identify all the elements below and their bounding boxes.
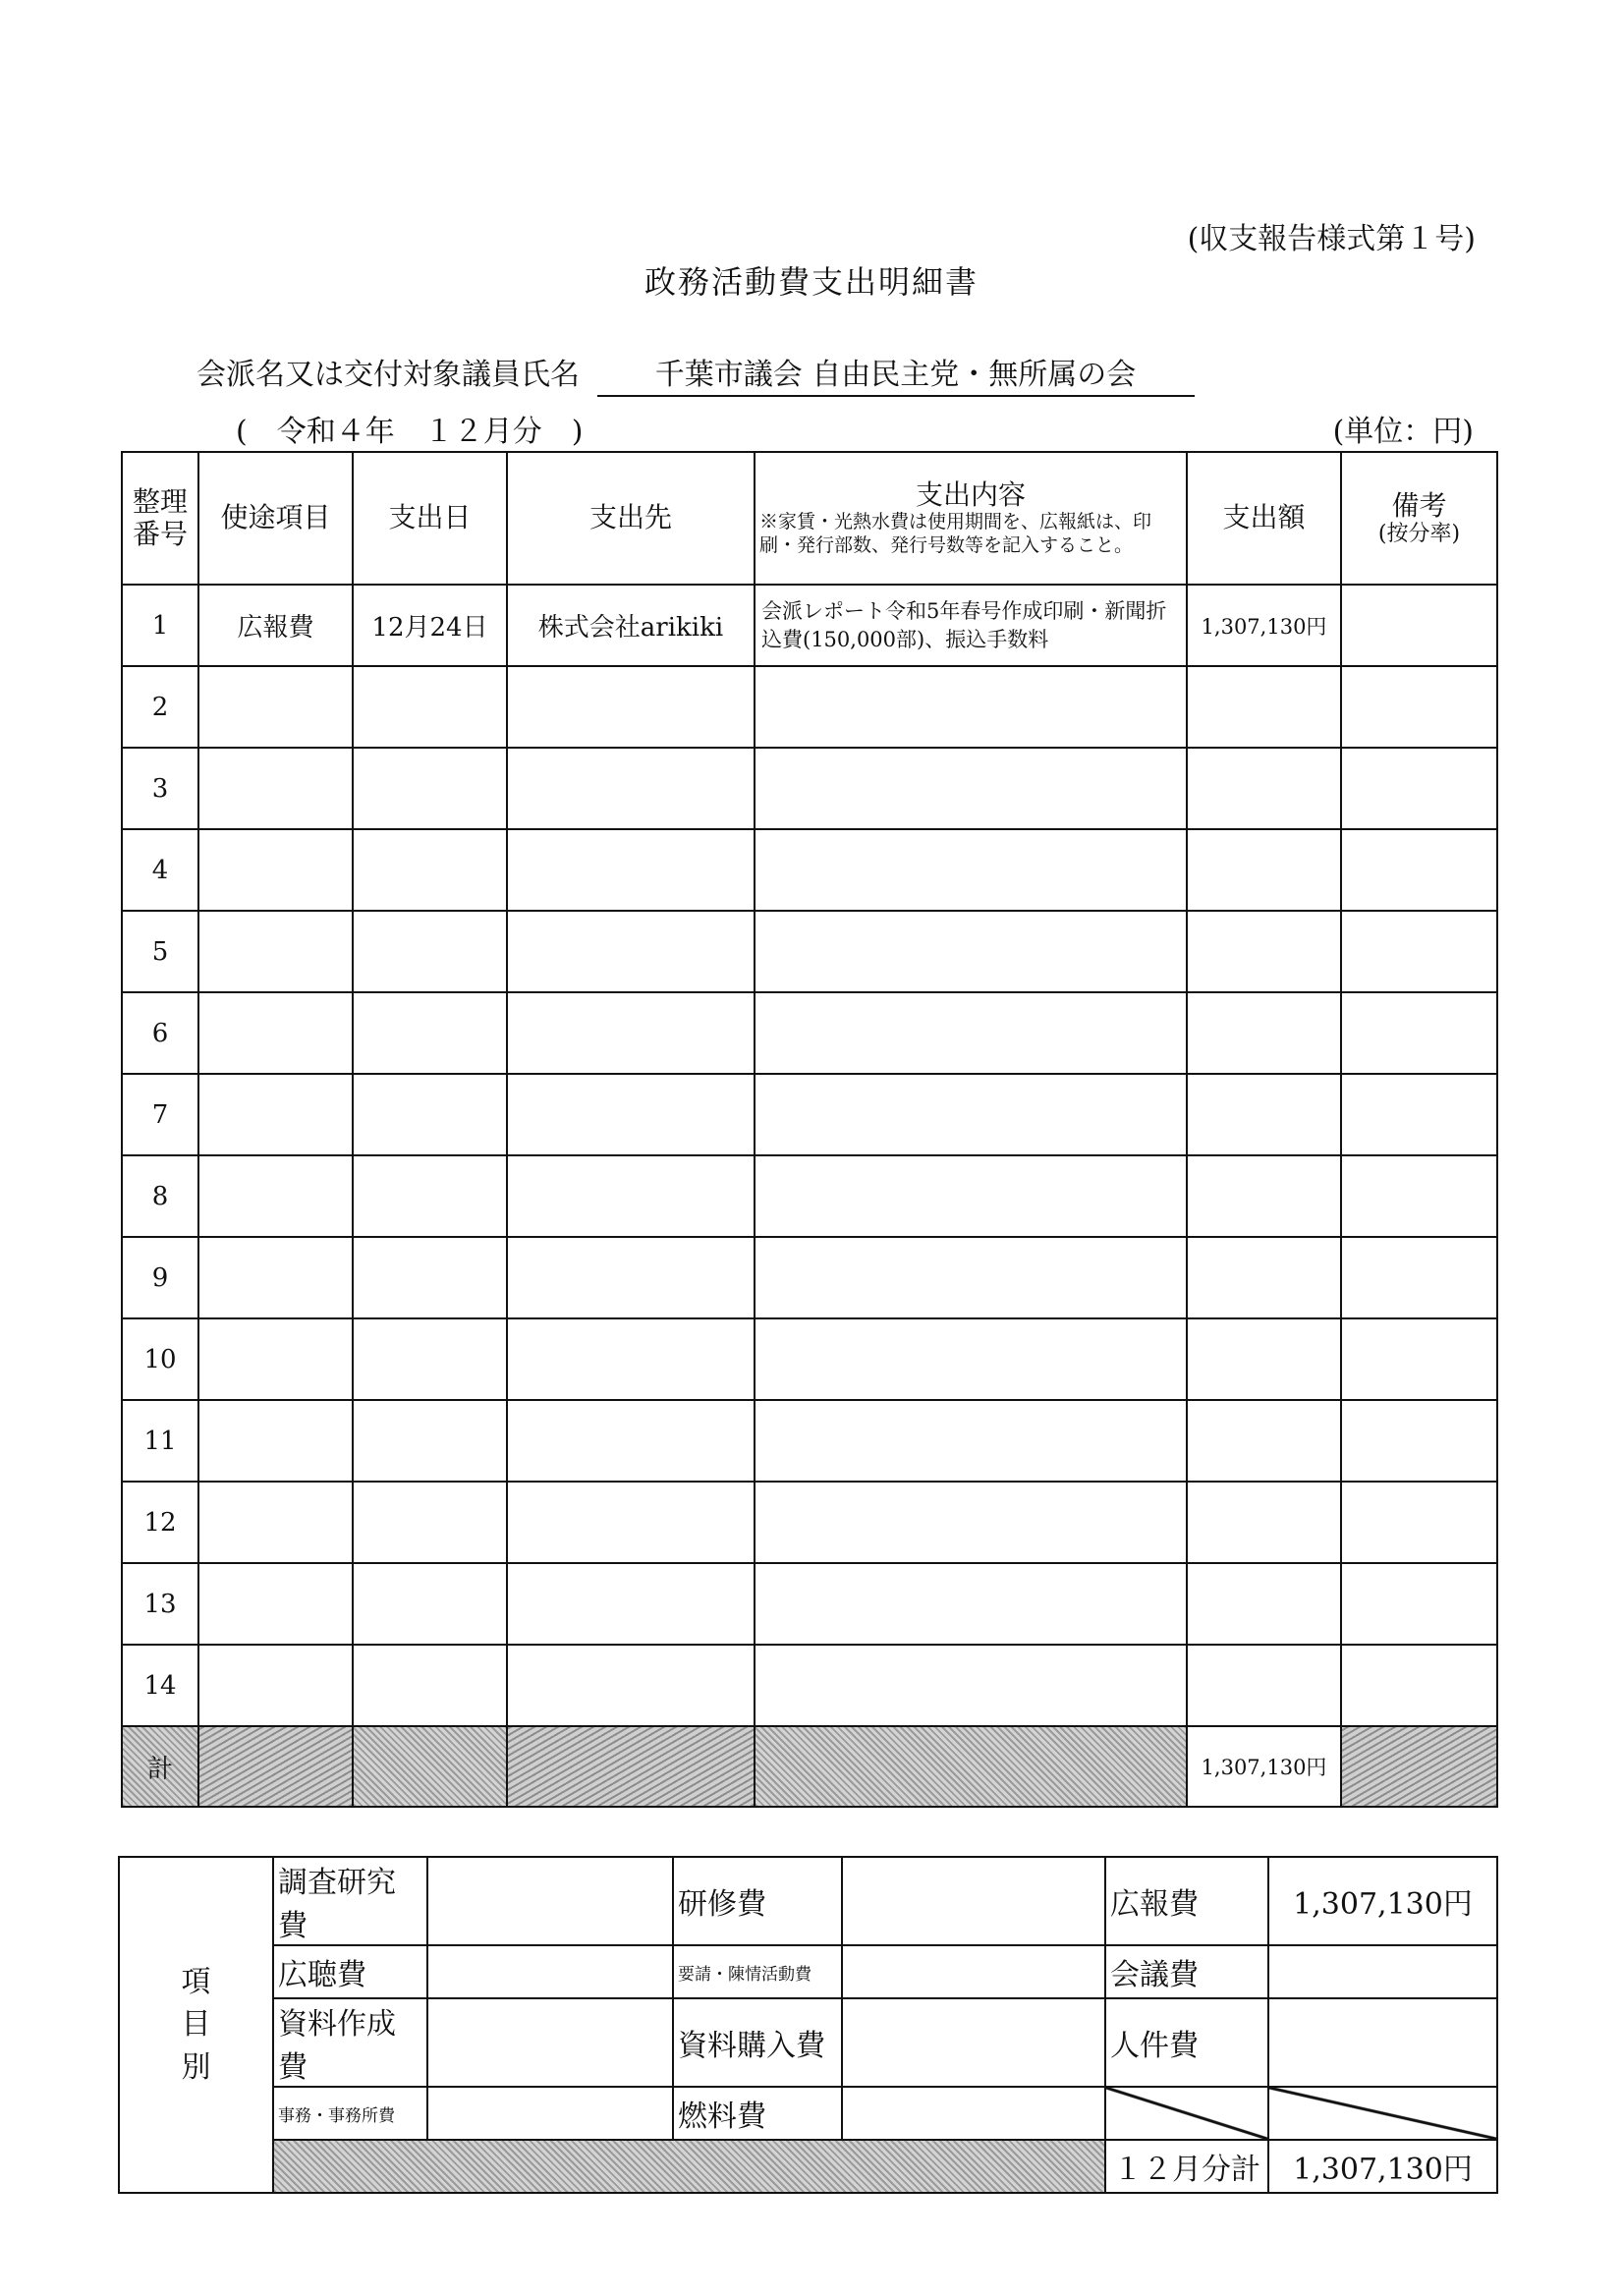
cell-category: 広報費 [198,585,353,666]
fuel-label: 燃料費 [673,2087,842,2140]
publicity-value: 1,307,130円 [1268,1857,1497,1945]
total-shaded-cell [198,1726,353,1807]
cell-date [353,1563,507,1645]
table-row [122,1563,1497,1645]
cell-date [353,1318,507,1400]
cell-category [198,1563,353,1645]
cell-payee [507,1318,755,1400]
cell-payee [507,1563,755,1645]
total-amount: 1,307,130円 [1187,1726,1341,1807]
hearing-value [427,1945,673,1998]
party-name: 千葉市議会 自由民主党・無所属の会 [597,350,1195,397]
cell-content [755,1155,1187,1237]
cell-no: 3 [122,748,198,829]
cell-content [755,1318,1187,1400]
cell-payee: 株式会社arikiki [507,585,755,666]
cell-payee [507,911,755,992]
cell-category [198,1318,353,1400]
cell-amount [1187,911,1341,992]
meeting-value [1268,1945,1497,1998]
table-row [122,829,1497,911]
header-remarks [1341,452,1497,585]
total-label: 計 [122,1726,198,1807]
cell-category [198,829,353,911]
cell-date [353,1155,507,1237]
cell-remarks [1341,911,1497,992]
cell-category [198,911,353,992]
total-shaded-cell [1341,1726,1497,1807]
hearing-label: 広聴費 [273,1945,427,1998]
cell-date [353,992,507,1074]
summary-table [118,1856,1498,2194]
cell-category [198,1237,353,1318]
table-row [122,1074,1497,1155]
training-label: 研修費 [673,1857,842,1945]
cell-payee [507,1074,755,1155]
cell-payee [507,748,755,829]
diagonal-cell [1105,2087,1268,2140]
office-label: 事務・事務所費 [273,2087,427,2140]
cell-no: 11 [122,1400,198,1482]
cell-content [755,829,1187,911]
table-row [122,992,1497,1074]
cell-no: 2 [122,666,198,748]
table-row [122,1318,1497,1400]
table-row [122,585,1497,666]
cell-no: 13 [122,1563,198,1645]
cell-remarks [1341,992,1497,1074]
cell-amount [1187,1074,1341,1155]
party-label: 会派名又は交付対象議員氏名 [196,358,580,392]
cell-content [755,992,1187,1074]
cell-remarks [1341,1563,1497,1645]
research-value [427,1857,673,1945]
cell-remarks [1341,748,1497,829]
table-row [122,1400,1497,1482]
header-content-title: 支出内容 [915,477,1026,511]
cell-payee [507,1645,755,1726]
total-shaded-cell [507,1726,755,1807]
cell-category [198,1155,353,1237]
header-payee: 支出先 [507,452,755,585]
expense-table [121,451,1498,1808]
cell-amount [1187,1318,1341,1400]
personnel-label: 人件費 [1105,1998,1268,2087]
cell-no: 10 [122,1318,198,1400]
cell-date: 12月24日 [353,585,507,666]
period: ( 令和４年 １２月分 ) [236,415,584,449]
party-row [196,350,1195,397]
table-row [122,1645,1497,1726]
cell-content [755,748,1187,829]
page-title: 政務活動費支出明細書 [644,263,979,301]
form-number: (収支報告様式第１号) [1187,222,1476,256]
header-content [755,452,1187,585]
table-row [122,1155,1497,1237]
header-remarks-sub: (按分率) [1377,521,1461,546]
cell-amount [1187,992,1341,1074]
cell-category [198,1645,353,1726]
cell-payee [507,1400,755,1482]
cell-remarks [1341,1074,1497,1155]
cell-payee [507,1237,755,1318]
cell-date [353,1482,507,1563]
cell-no: 14 [122,1645,198,1726]
table-row [122,911,1497,992]
cell-remarks [1341,1237,1497,1318]
cell-category [198,1074,353,1155]
cell-date [353,666,507,748]
cell-remarks [1341,1400,1497,1482]
cell-no: 1 [122,585,198,666]
cell-date [353,1074,507,1155]
cell-remarks [1341,585,1497,666]
cell-category [198,1482,353,1563]
total-row [122,1726,1497,1807]
cell-category [198,666,353,748]
petition-value [842,1945,1105,1998]
cell-payee [507,1482,755,1563]
cell-remarks [1341,1318,1497,1400]
cell-no: 12 [122,1482,198,1563]
cell-amount [1187,748,1341,829]
cell-date [353,1400,507,1482]
diagonal-cell [1268,2087,1497,2140]
cell-content [755,1482,1187,1563]
cell-remarks [1341,1155,1497,1237]
month-total-value: 1,307,130円 [1268,2140,1497,2193]
cell-amount [1187,666,1341,748]
header-content-note: ※家賃・光熱水費は使用期間を、広報紙は、印刷・発行部数、発行号数等を記入すること。 [759,510,1152,556]
cell-date [353,911,507,992]
total-shaded-cell [755,1726,1187,1807]
table-row [122,1237,1497,1318]
cell-content: 会派レポート令和5年春号作成印刷・新聞折込費(150,000部)、振込手数料 [755,585,1187,666]
total-shaded-cell [353,1726,507,1807]
cell-date [353,748,507,829]
personnel-value [1268,1998,1497,2087]
cell-amount: 1,307,130円 [1187,585,1341,666]
cell-content [755,1400,1187,1482]
cell-payee [507,1155,755,1237]
office-value [427,2087,673,2140]
cell-content [755,911,1187,992]
cell-category [198,992,353,1074]
table-row [122,1482,1497,1563]
cell-amount [1187,1237,1341,1318]
cell-remarks [1341,666,1497,748]
materials-making-label: 資料作成費 [273,1998,427,2087]
cell-payee [507,829,755,911]
materials-purchase-value [842,1998,1105,2087]
cell-no: 5 [122,911,198,992]
cell-remarks [1341,1482,1497,1563]
materials-making-value [427,1998,673,2087]
cell-no: 6 [122,992,198,1074]
cell-category [198,748,353,829]
cell-date [353,829,507,911]
cell-no: 7 [122,1074,198,1155]
cell-date [353,1645,507,1726]
cell-no: 9 [122,1237,198,1318]
cell-payee [507,666,755,748]
header-remarks-title: 備考 [1391,488,1447,522]
header-date: 支出日 [353,452,507,585]
header-number: 整理番号 [122,452,198,585]
table-row [122,748,1497,829]
cell-date [353,1237,507,1318]
fuel-value [842,2087,1105,2140]
cell-amount [1187,1155,1341,1237]
cell-amount [1187,1400,1341,1482]
materials-purchase-label: 資料購入費 [673,1998,842,2087]
research-label: 調査研究費 [273,1857,427,1945]
meeting-label: 会議費 [1105,1945,1268,1998]
cell-amount [1187,829,1341,911]
petition-label: 要請・陳情活動費 [673,1945,842,1998]
cell-content [755,666,1187,748]
cell-no: 4 [122,829,198,911]
cell-amount [1187,1563,1341,1645]
training-value [842,1857,1105,1945]
cell-content [755,1074,1187,1155]
table-row [122,666,1497,748]
cell-content [755,1563,1187,1645]
unit-label: (単位：円) [1332,415,1474,449]
table-header-row [122,452,1497,585]
cell-category [198,1400,353,1482]
cell-content [755,1645,1187,1726]
summary-label: 項目別 [119,1857,273,2193]
cell-content [755,1237,1187,1318]
cell-payee [507,992,755,1074]
summary-shaded-cell [273,2140,1105,2193]
cell-amount [1187,1482,1341,1563]
header-category: 使途項目 [198,452,353,585]
cell-amount [1187,1645,1341,1726]
publicity-label: 広報費 [1105,1857,1268,1945]
header-amount: 支出額 [1187,452,1341,585]
cell-no: 8 [122,1155,198,1237]
cell-remarks [1341,829,1497,911]
cell-remarks [1341,1645,1497,1726]
month-total-label: １２月分計 [1105,2140,1268,2193]
